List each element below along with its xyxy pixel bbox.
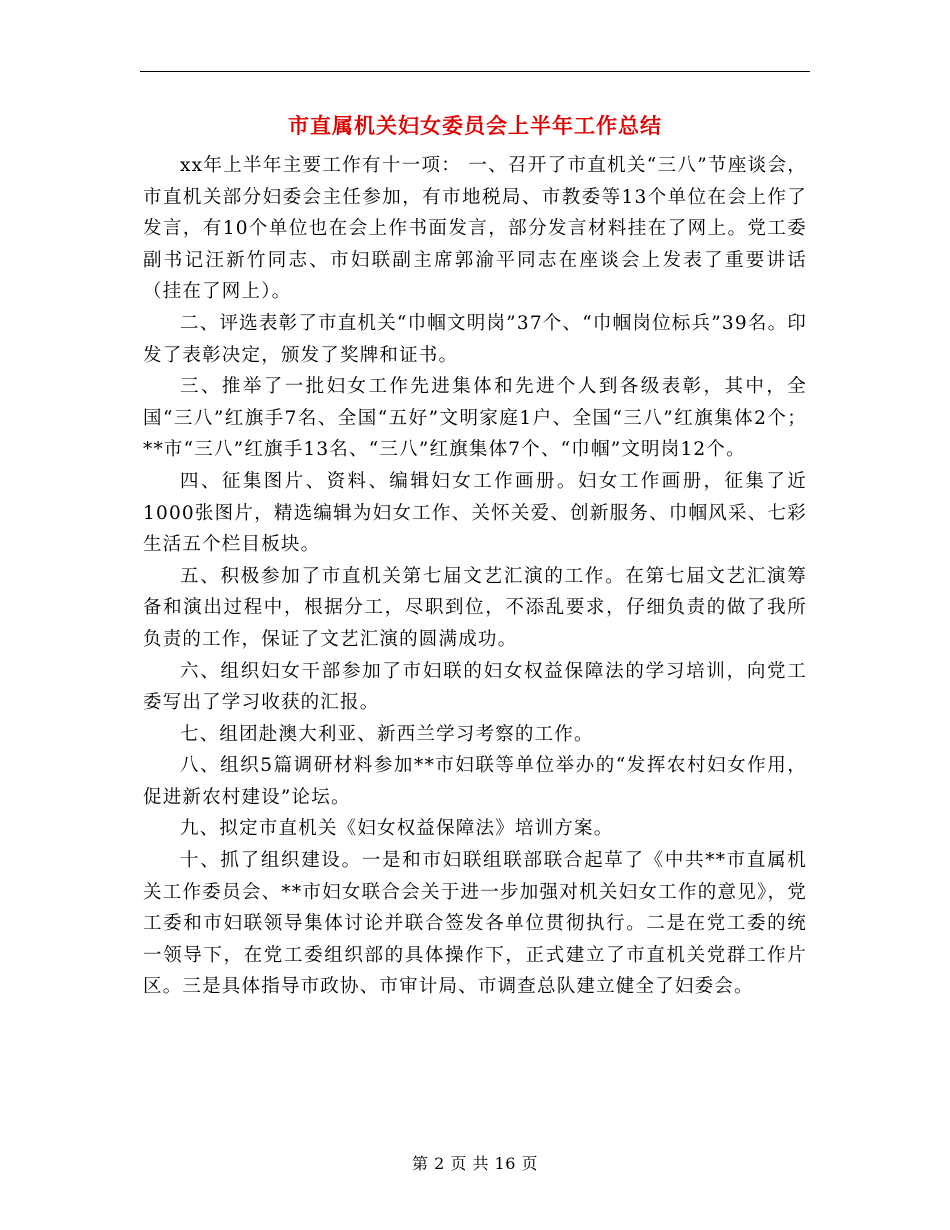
document-body [143, 150, 807, 1003]
paragraph-item-8: 八、组织5篇调研材料参加**市妇联等单位举办的“发挥农村妇女作用，促进新农村建设”论坛。 [143, 755, 807, 808]
paragraph-item-9: 九、拟定市直机关《妇女权益保障法》培训方案。 [180, 818, 614, 840]
document-title: 市直属机关妇女委员会上半年工作总结 [288, 114, 662, 138]
paragraph-item-2: 二、评选表彰了市直机关“巾帼文明岗”37个、“巾帼岗位标兵”39名。印发了表彰决定，颁发了奖牌和证书。 [143, 312, 807, 366]
header-rule [140, 71, 810, 72]
paragraph-item-5: 五、积极参加了市直机关第七届文艺汇演的工作。在第七届文艺汇演筹备和演出过程中，根据分工，尽职到位，不添乱要求，仔细负责的做了我所负责的工作，保证了文艺汇演的圆满成功。 [143, 565, 807, 650]
paragraph-item-6: 六、组织妇女干部参加了市妇联的妇女权益保障法的学习培训，向党工委写出了学习收获的汇报。 [143, 660, 807, 714]
paragraph-summary-item-1: xx年上半年主要工作有十一项： 一、召开了市直机关“三八”节座谈会，市直机关部分妇委会主任参加，有市地税局、市教委等13个单位在会上作了发言，有10个单位也在会上作书面发言，部分发言材料挂在了网上。党工委副书记汪新竹同志、市妇联副主席郭渝平同志在座谈会上发表了重要讲话（挂在了网上）。 [143, 155, 807, 303]
page-number-footer: 第 2 页 共 16 页 [412, 1154, 538, 1173]
paragraph-item-10: 十、抓了组织建设。一是和市妇联组联部联合起草了《中共**市直属机关工作委员会、**市妇女联合会关于进一步加强对机关妇女工作的意见》，党工委和市妇联领导集体讨论并联合签发各单位贯彻执行。二是在党工委的统一领导下，在党工委组织部的具体操作下，正式建立了市直机关党群工作片区。三是具体指导市政协、市审计局、市调查总队建立健全了妇委会。 [143, 850, 807, 998]
paragraph-item-3: 三、推举了一批妇女工作先进集体和先进个人到各级表彰，其中，全国“三八”红旗手7名、全国“五好”文明家庭1户、全国“三八”红旗集体2个；**市“三八”红旗手13名、“三八”红旗集体7个、“巾帼”文明岗12个。 [143, 376, 807, 461]
paragraph-item-4: 四、征集图片、资料、编辑妇女工作画册。妇女工作画册，征集了近1000张图片，精选编辑为妇女工作、关怀关爱、创新服务、巾帼风采、七彩生活五个栏目板块。 [143, 470, 807, 556]
paragraph-item-7: 七、组团赴澳大利亚、新西兰学习考察的工作。 [180, 723, 594, 745]
